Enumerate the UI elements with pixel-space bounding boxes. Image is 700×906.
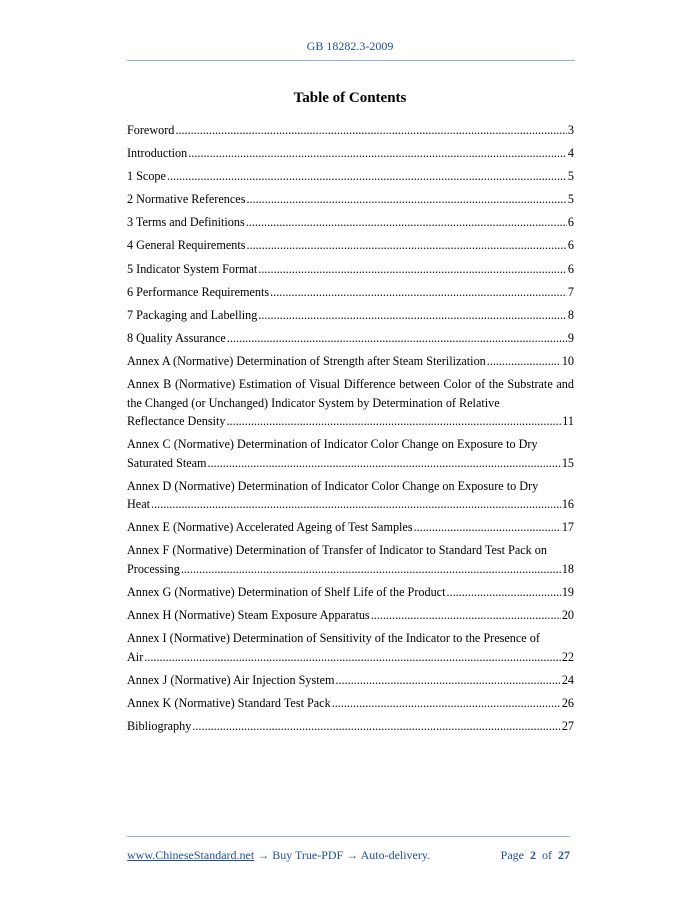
dot-leader xyxy=(335,671,560,690)
toc-entry-label: 1 Scope xyxy=(127,169,166,184)
toc-entry-last-line xyxy=(127,412,574,431)
toc-entry-label: Annex D (Normative) Determination of Indicator Color Change on Exposure to Dry xyxy=(127,478,539,493)
dot-leader xyxy=(181,560,561,579)
toc-entry-page: 4 xyxy=(567,146,574,161)
toc-entry-page: 15 xyxy=(561,455,574,470)
footer-promo xyxy=(127,848,430,863)
toc-entry[interactable] xyxy=(127,541,574,578)
toc-entry-label: 7 Packaging and Labelling xyxy=(127,307,258,322)
toc-entry-last-line xyxy=(127,560,574,579)
toc-entry[interactable] xyxy=(127,583,574,602)
toc-title: Table of Contents xyxy=(293,90,407,106)
toc-entry[interactable] xyxy=(127,375,574,431)
toc-entry-label: 3 Terms and Definitions xyxy=(127,215,245,230)
page-label: Page xyxy=(500,848,524,862)
page-indicator xyxy=(501,848,570,863)
toc-entry-label: Annex F (Normative) Determination of Transfer of Indicator to Standard Test Pack on xyxy=(127,543,547,558)
running-header-title: GB 18282.3-2009 xyxy=(306,39,394,53)
toc-entry-page: 11 xyxy=(562,414,574,429)
toc-entry-label: Annex G (Normative) Determination of Shelf Life of the Product xyxy=(127,585,446,599)
page-of-label: of xyxy=(542,848,552,862)
dot-leader xyxy=(227,329,567,348)
dot-leader xyxy=(151,495,561,514)
toc-entry-page: 6 xyxy=(567,238,574,253)
toc-entry-page: 7 xyxy=(567,284,574,299)
toc-entry-label: 2 Normative References xyxy=(127,192,246,207)
toc-entry-page: 18 xyxy=(561,561,574,576)
dot-leader xyxy=(175,121,567,140)
toc-entry-label-end: Saturated Steam xyxy=(127,455,207,470)
header-divider xyxy=(127,60,575,61)
toc-entry[interactable] xyxy=(127,167,574,186)
dot-leader xyxy=(144,648,561,667)
toc-entry-label: 4 General Requirements xyxy=(127,238,246,253)
toc-entry-label: Annex C (Normative) Determination of Indicator Color Change on Exposure to Dry xyxy=(127,437,538,452)
footer-divider xyxy=(127,836,570,837)
table-of-contents xyxy=(127,121,574,740)
toc-entry-label: Introduction xyxy=(127,146,188,161)
dot-leader xyxy=(188,144,567,163)
toc-entry-page: 3 xyxy=(567,123,574,137)
dot-leader xyxy=(414,518,561,537)
toc-entry-last-line xyxy=(127,648,574,667)
toc-entry[interactable] xyxy=(127,629,574,666)
toc-entry-page: 5 xyxy=(567,192,574,207)
dot-leader xyxy=(371,606,561,625)
toc-entry-label: 8 Quality Assurance xyxy=(127,330,226,345)
dot-leader xyxy=(258,306,567,325)
toc-entry[interactable] xyxy=(127,329,574,348)
dot-leader xyxy=(270,283,567,302)
dot-leader xyxy=(167,167,567,186)
toc-entry[interactable] xyxy=(127,306,574,325)
toc-entry-page: 19 xyxy=(561,585,574,599)
toc-entry-page: 22 xyxy=(561,649,574,664)
toc-entry-label: 6 Performance Requirements xyxy=(127,284,270,299)
dot-leader xyxy=(446,583,560,602)
toc-entry-label-end: Air xyxy=(127,649,144,664)
toc-entry-label-end: Reflectance Density xyxy=(127,414,226,429)
toc-entry-label: Foreword xyxy=(127,123,175,137)
dot-leader xyxy=(246,190,566,209)
toc-entry[interactable] xyxy=(127,213,574,232)
total-page-number: 27 xyxy=(558,848,570,862)
toc-entry-label: 5 Indicator System Format xyxy=(127,261,258,276)
toc-entry-page: 16 xyxy=(561,497,574,512)
dot-leader xyxy=(192,717,560,736)
toc-entry[interactable] xyxy=(127,717,574,736)
toc-entry-page: 10 xyxy=(561,353,574,368)
dot-leader xyxy=(208,454,561,473)
dot-leader xyxy=(246,213,567,232)
toc-entry-label-end: Heat xyxy=(127,497,151,512)
toc-entry[interactable] xyxy=(127,671,574,690)
toc-entry[interactable] xyxy=(127,477,574,514)
toc-entry[interactable] xyxy=(127,236,574,255)
toc-entry[interactable] xyxy=(127,283,574,302)
toc-entry-page: 9 xyxy=(567,330,574,345)
toc-entry[interactable] xyxy=(127,260,574,279)
toc-entry-page: 24 xyxy=(561,672,574,687)
toc-entry-label: Annex B (Normative) Estimation of Visual Difference between Color of the Substrate and the Changed (or Unchanged) Indicator System by Determination of Relative xyxy=(127,377,574,410)
toc-entry-last-line xyxy=(127,495,574,514)
toc-entry[interactable] xyxy=(127,352,574,371)
toc-entry[interactable] xyxy=(127,435,574,472)
dot-leader xyxy=(258,260,567,279)
dot-leader xyxy=(226,412,561,431)
toc-entry-label: Annex A (Normative) Determination of Strength after Steam Sterilization xyxy=(127,353,486,368)
dot-leader xyxy=(487,352,561,371)
dot-leader xyxy=(332,694,561,713)
toc-entry-page: 20 xyxy=(561,608,574,623)
toc-entry[interactable] xyxy=(127,518,574,537)
toc-entry-page: 6 xyxy=(567,261,574,276)
current-page-number: 2 xyxy=(530,848,536,862)
toc-entry-label: Annex E (Normative) Accelerated Ageing of Test Samples xyxy=(127,520,413,535)
dot-leader xyxy=(246,236,566,255)
toc-entry-label: Annex I (Normative) Determination of Sensitivity of the Indicator to the Presence of xyxy=(127,631,540,646)
toc-entry[interactable] xyxy=(127,121,574,140)
chinesestandard-link[interactable]: www.ChineseStandard.net xyxy=(127,848,255,862)
toc-entry[interactable] xyxy=(127,144,574,163)
toc-entry-label: Annex H (Normative) Steam Exposure Apparatus xyxy=(127,608,370,623)
toc-entry-page: 26 xyxy=(561,695,574,710)
toc-entry-page: 27 xyxy=(561,718,574,733)
toc-entry-label-end: Processing xyxy=(127,561,180,576)
toc-entry[interactable] xyxy=(127,694,574,713)
toc-entry-label: Bibliography xyxy=(127,718,192,733)
footer-tagline: → Buy True-PDF → Auto-delivery. xyxy=(254,848,431,862)
toc-entry[interactable] xyxy=(127,606,574,625)
toc-entry-last-line xyxy=(127,454,574,473)
toc-entry[interactable] xyxy=(127,190,574,209)
toc-entry-label: Annex K (Normative) Standard Test Pack xyxy=(127,695,331,710)
toc-entry-label: Annex J (Normative) Air Injection System xyxy=(127,672,335,687)
toc-entry-page: 8 xyxy=(567,307,574,322)
toc-entry-page: 5 xyxy=(567,169,574,184)
toc-entry-page: 6 xyxy=(567,215,574,230)
toc-entry-page: 17 xyxy=(561,520,574,535)
